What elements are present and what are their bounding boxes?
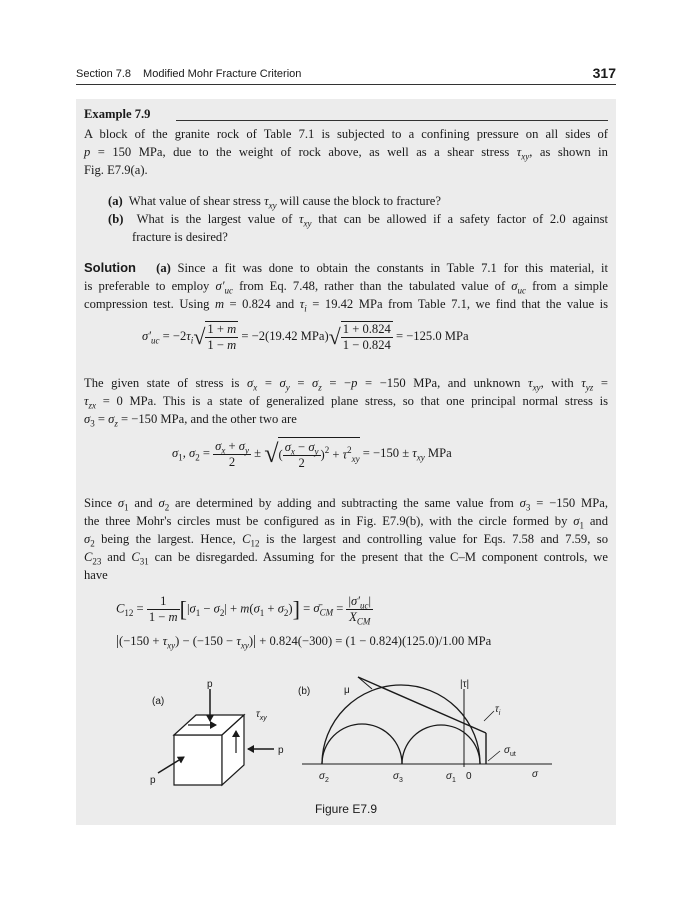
mohr-line-3: $\sigma_2$ being the largest. Hence, $C_{12}$ is the largest and controlling value for Eqs. 7.58 and 7.59, so bbox=[84, 532, 609, 549]
mohr-line-4: $C_{23}$ and $C_{31}$ can be disregarded. Assuming for the present that the C–M component controls, we bbox=[84, 550, 608, 567]
equation-solve: $|(-150 + \tau_{xy}) - (-150 - \tau_{xy})| + 0.824(-300) = (1 - 0.824)(125.0)/1.00$ MPa bbox=[116, 633, 492, 651]
sigma1-tick: $\sigma_1$ bbox=[446, 771, 456, 784]
question-b-cont: fracture is desired? bbox=[132, 230, 228, 244]
panel-b-label: (b) bbox=[298, 686, 311, 697]
equation-principal: $\sigma_1$, $\sigma_2$ = $\frac{\sigma_x + \sigma_y}{2}$ ± √( $\frac{\sigma_x - \sigma_y}{2}$ )$^2 + \tau^2_{xy} = -150 \pm \tau_{xy}$ MPa bbox=[172, 438, 452, 470]
stress-line-1: The given state of stress is $\sigma_x = \sigma_y = \sigma_z = -p = -150$ MPa, and unknown $\tau_{xy}$, with $\tau_{yz}$ = bbox=[84, 376, 608, 393]
slope-guide bbox=[358, 677, 372, 689]
mohr-line-1: Since $\sigma_1$ and $\sigma_2$ are determined by adding and subtracting the same value from $\sigma_3 = -150$ MPa, bbox=[84, 496, 608, 513]
zero-tick: 0 bbox=[466, 771, 472, 782]
solution-heading: Solution bbox=[84, 260, 136, 275]
tau-axis-label: |τ| bbox=[460, 679, 470, 690]
intro-line-2: p = 150 MPa, due to the weight of rock above, as well as a shear stress $\tau_{xy}$, as shown in bbox=[84, 145, 608, 162]
example-title: Example 7.9 bbox=[84, 107, 151, 121]
mohr-line-5: have bbox=[84, 568, 108, 582]
p-right-label: p bbox=[278, 745, 284, 756]
equation-sigma-uc: $\sigma'_{uc} = -2\tau_i√$ $\frac{1 + m}{1 - m}$ = −2(19.42 MPa)√ $\frac{1 + 0.824}{1 - 0.824}$ = −125.0 MPa bbox=[142, 322, 469, 352]
tau-xy-label: $\tau_{xy}$ bbox=[256, 709, 267, 722]
p-left-label: p bbox=[150, 775, 156, 786]
figure-e7-9 bbox=[76, 99, 616, 825]
panel-a-label: (a) bbox=[152, 696, 165, 707]
page-number: 317 bbox=[592, 65, 616, 81]
stress-line-2: $\tau_{zx} = 0$ MPa. This is a state of generalized plane stress, so that one principal normal stress is bbox=[84, 394, 608, 411]
solution-line-2: is preferable to employ $\sigma'_{uc}$ from Eq. 7.48, rather than the tabulated value of $\sigma_{uc}$ from a simple bbox=[84, 279, 609, 296]
mohr-line-2: the three Mohr's circles must be configured as in Fig. E7.9(b), with the circle formed by $\sigma_1$ and bbox=[84, 514, 608, 531]
section-label: Section 7.8 Modified Mohr Fracture Criterion bbox=[76, 68, 302, 80]
figure-caption: Figure E7.9 bbox=[314, 802, 378, 816]
sigma3-tick: $\sigma_3$ bbox=[393, 771, 403, 784]
example-box bbox=[76, 99, 616, 825]
intro-line-1: A block of the granite rock of Table 7.1 is subjected to a confining pressure on all sides of bbox=[84, 127, 608, 141]
sigma-ut-leader bbox=[488, 751, 500, 761]
sigma2-tick: $\sigma_2$ bbox=[319, 771, 329, 784]
mu-label: μ bbox=[344, 685, 350, 696]
mohr-circle-31 bbox=[402, 725, 480, 764]
solution-line-1: Solution (a) Since a fit was done to obtain the constants in Table 7.1 for this material, it bbox=[84, 260, 608, 275]
equation-c12: $C_{12}$ = $\frac{1}{1 - m}$ $[|\sigma_1 - \sigma_2| + m(\sigma_1 + \sigma_2)]$ = $\sigmā_{CM}$ = $\frac{|\sigma'_{uc}|}{X_{CM}}$ bbox=[116, 594, 371, 627]
tau-i-label: $\tau_i$ bbox=[495, 704, 501, 717]
p-top-label: p bbox=[207, 679, 213, 690]
sigma-ut-label: $\sigma_{ut}$ bbox=[504, 745, 516, 758]
solution-line-3: compression test. Using m = 0.824 and $\tau_i = 19.42$ MPa from Table 7.1, we find that the value is bbox=[84, 297, 609, 314]
tau-i-leader bbox=[484, 711, 494, 721]
question-b: (b) What is the largest value of $\tau_{xy}$ that can be allowed if a safety factor of 2.0 against bbox=[108, 212, 608, 229]
stress-line-3: $\sigma_3 = \sigma_z = -150$ MPa, and the other two are bbox=[84, 412, 297, 429]
mohr-circle-23 bbox=[322, 724, 402, 764]
intro-line-3: Fig. E7.9(a). bbox=[84, 163, 148, 177]
running-header bbox=[76, 64, 616, 85]
question-a: (a) What value of shear stress $\tau_{xy}$ will cause the block to fracture? bbox=[108, 194, 441, 211]
sigma-axis-label: σ bbox=[532, 769, 539, 780]
